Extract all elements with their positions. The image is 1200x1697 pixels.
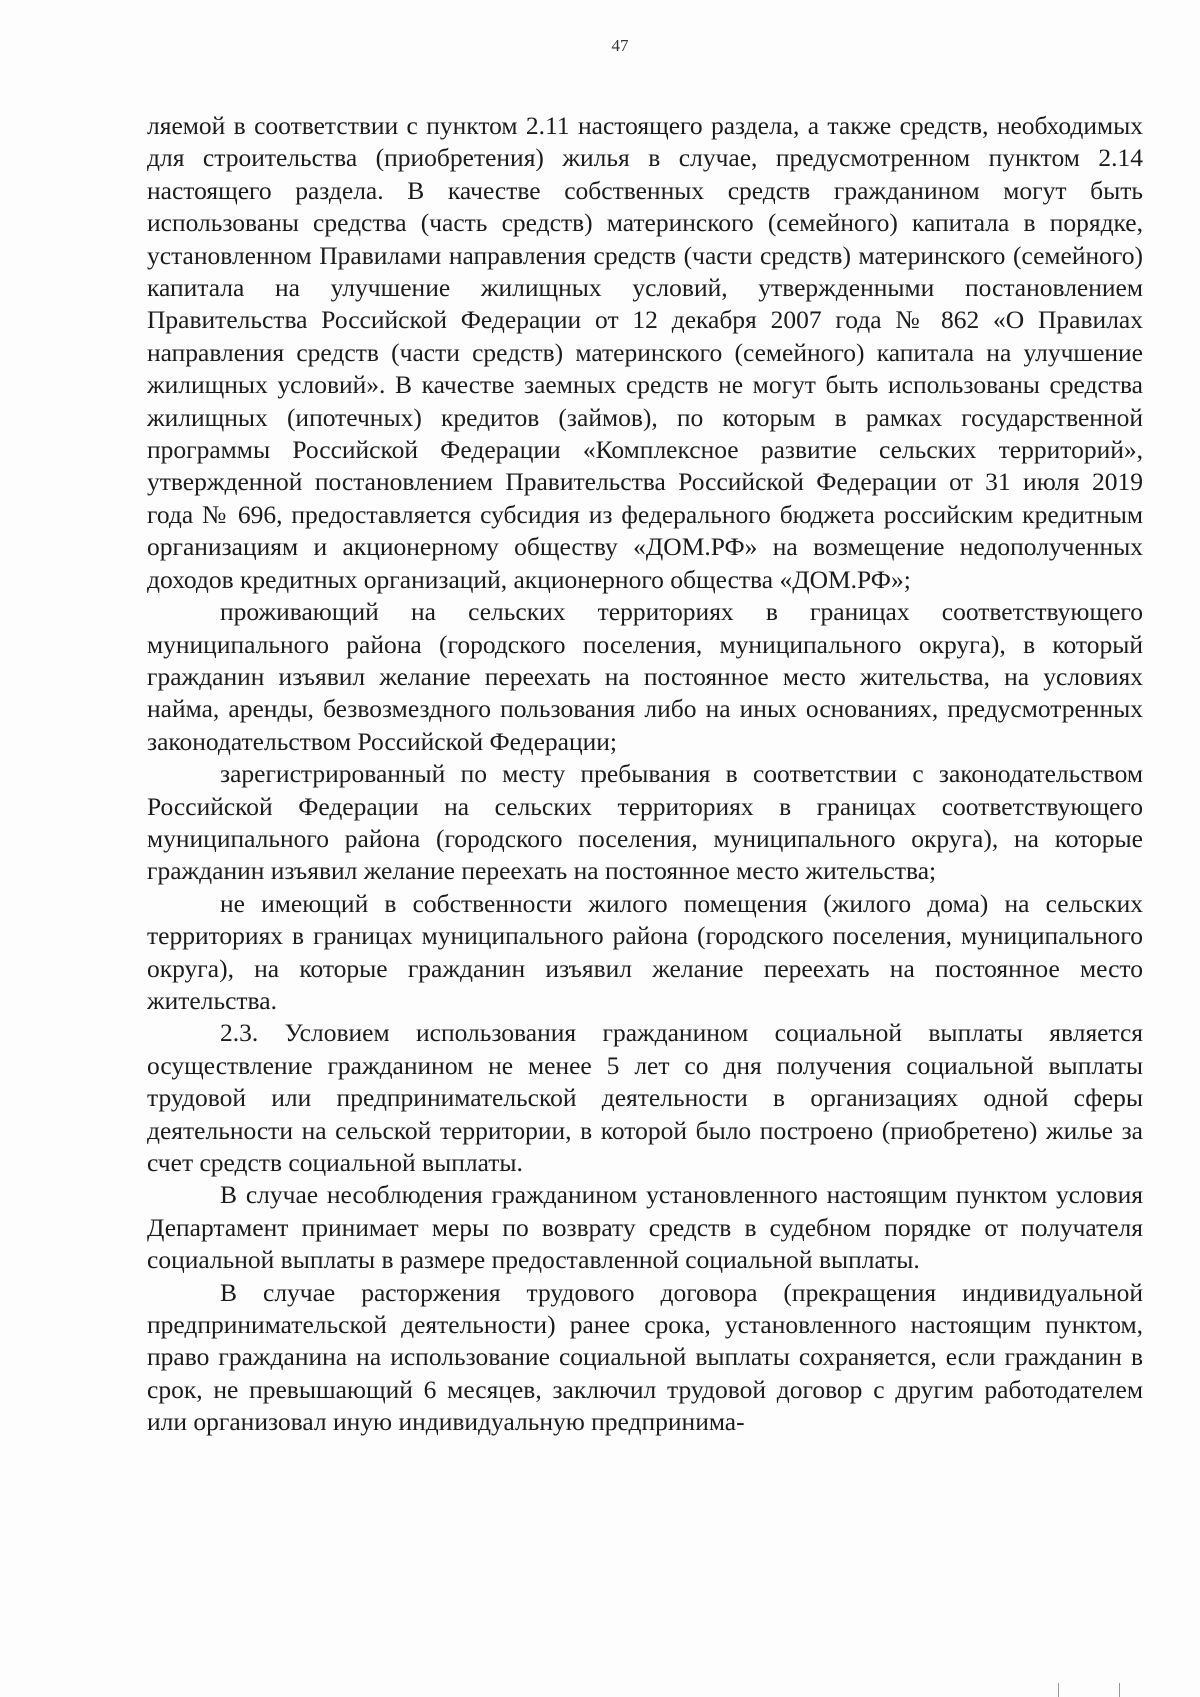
paragraph-residence: проживающий на сельских территориях в границах соответствующего муниципального района (городского поселения, муниципального округа), в который гражданин изъявил желание переехать на постоянное место жительства, на условиях найма, аренды, безвозмездного пользования либо на иных основаниях, предусмотренных законодательством Российской Федерации; bbox=[147, 597, 1143, 756]
scan-edge-mark bbox=[1058, 1683, 1120, 1697]
paragraph-non-compliance: В случае несоблюдения гражданином установленного настоящим пунктом условия Департамент принимает меры по возврату средств в судебном порядке от получателя социальной выплаты в размере предоставленной социальной выплаты. bbox=[147, 1180, 1143, 1275]
page-number: 47 bbox=[611, 36, 629, 55]
paragraph-contract-termination: В случае расторжения трудового договора (прекращения индивидуальной предпринимательской деятельности) ранее срока, установленного настоящим пунктом, право гражданина на использование социальной выплаты сохраняется, если гражданин в срок, не превышающий 6 месяцев, заключил трудовой договор с другим работодателем или организовал иную индивидуальную предпринима- bbox=[147, 1277, 1143, 1437]
paragraph-clause-2-3: 2.3. Условием использования гражданином социальной выплаты является осуществление гражданином не менее 5 лет со дня получения социальной выплаты трудовой или предпринимательской деятельности в организациях одной сферы деятельности на сельской территории, в которой было построено (приобретено) жилье за счет средств социальной выплаты. bbox=[147, 1018, 1143, 1177]
paragraph-registration: зарегистрированный по месту пребывания в соответствии с законодательством Российской Федерации на сельских территориях в границах соответствующего муниципального района (городского поселения, муниципального округа), на которые гражданин изъявил желание переехать на постоянное место жительства; bbox=[147, 759, 1143, 886]
paragraph-no-property: не имеющий в собственности жилого помещения (жилого дома) на сельских территориях в границах муниципального района (городского поселения, муниципального округа), на которые гражданин изъявил желание переехать на постоянное место жительства. bbox=[147, 888, 1143, 1015]
document-body bbox=[147, 110, 1143, 1439]
paragraph-continuation: ляемой в соответствии с пунктом 2.11 настоящего раздела, а также средств, необходимых для строительства (приобретения) жилья в случае, предусмотренном пунктом 2.14 настоящего раздела. В качестве собственных средств гражданином могут быть использованы средства (часть средств) материнского (семейного) капитала в порядке, установленном Правилами направления средств (части средств) материнского (семейного) капитала на улучшение жилищных условий, утвержденными постановлением Правительства Российской Федерации от 12 декабря 2007 года № 862 «О Правилах направления средств (части средств) материнского (семейного) капитала на улучшение жилищных условий». В качестве заемных средств не могут быть использованы средства жилищных (ипотечных) кредитов (займов), по которым в рамках государственной программы Российской Федерации «Комплексное развитие сельских территорий», утвержденной постановлением Правительства Российской Федерации от 31 июля 2019 года № 696, предоставляется субсидия из федерального бюджета российским кредитным организациям и акционерному обществу «ДОМ.РФ» на возмещение недополученных доходов кредитных организаций, акционерного общества «ДОМ.РФ»; bbox=[147, 111, 1143, 594]
